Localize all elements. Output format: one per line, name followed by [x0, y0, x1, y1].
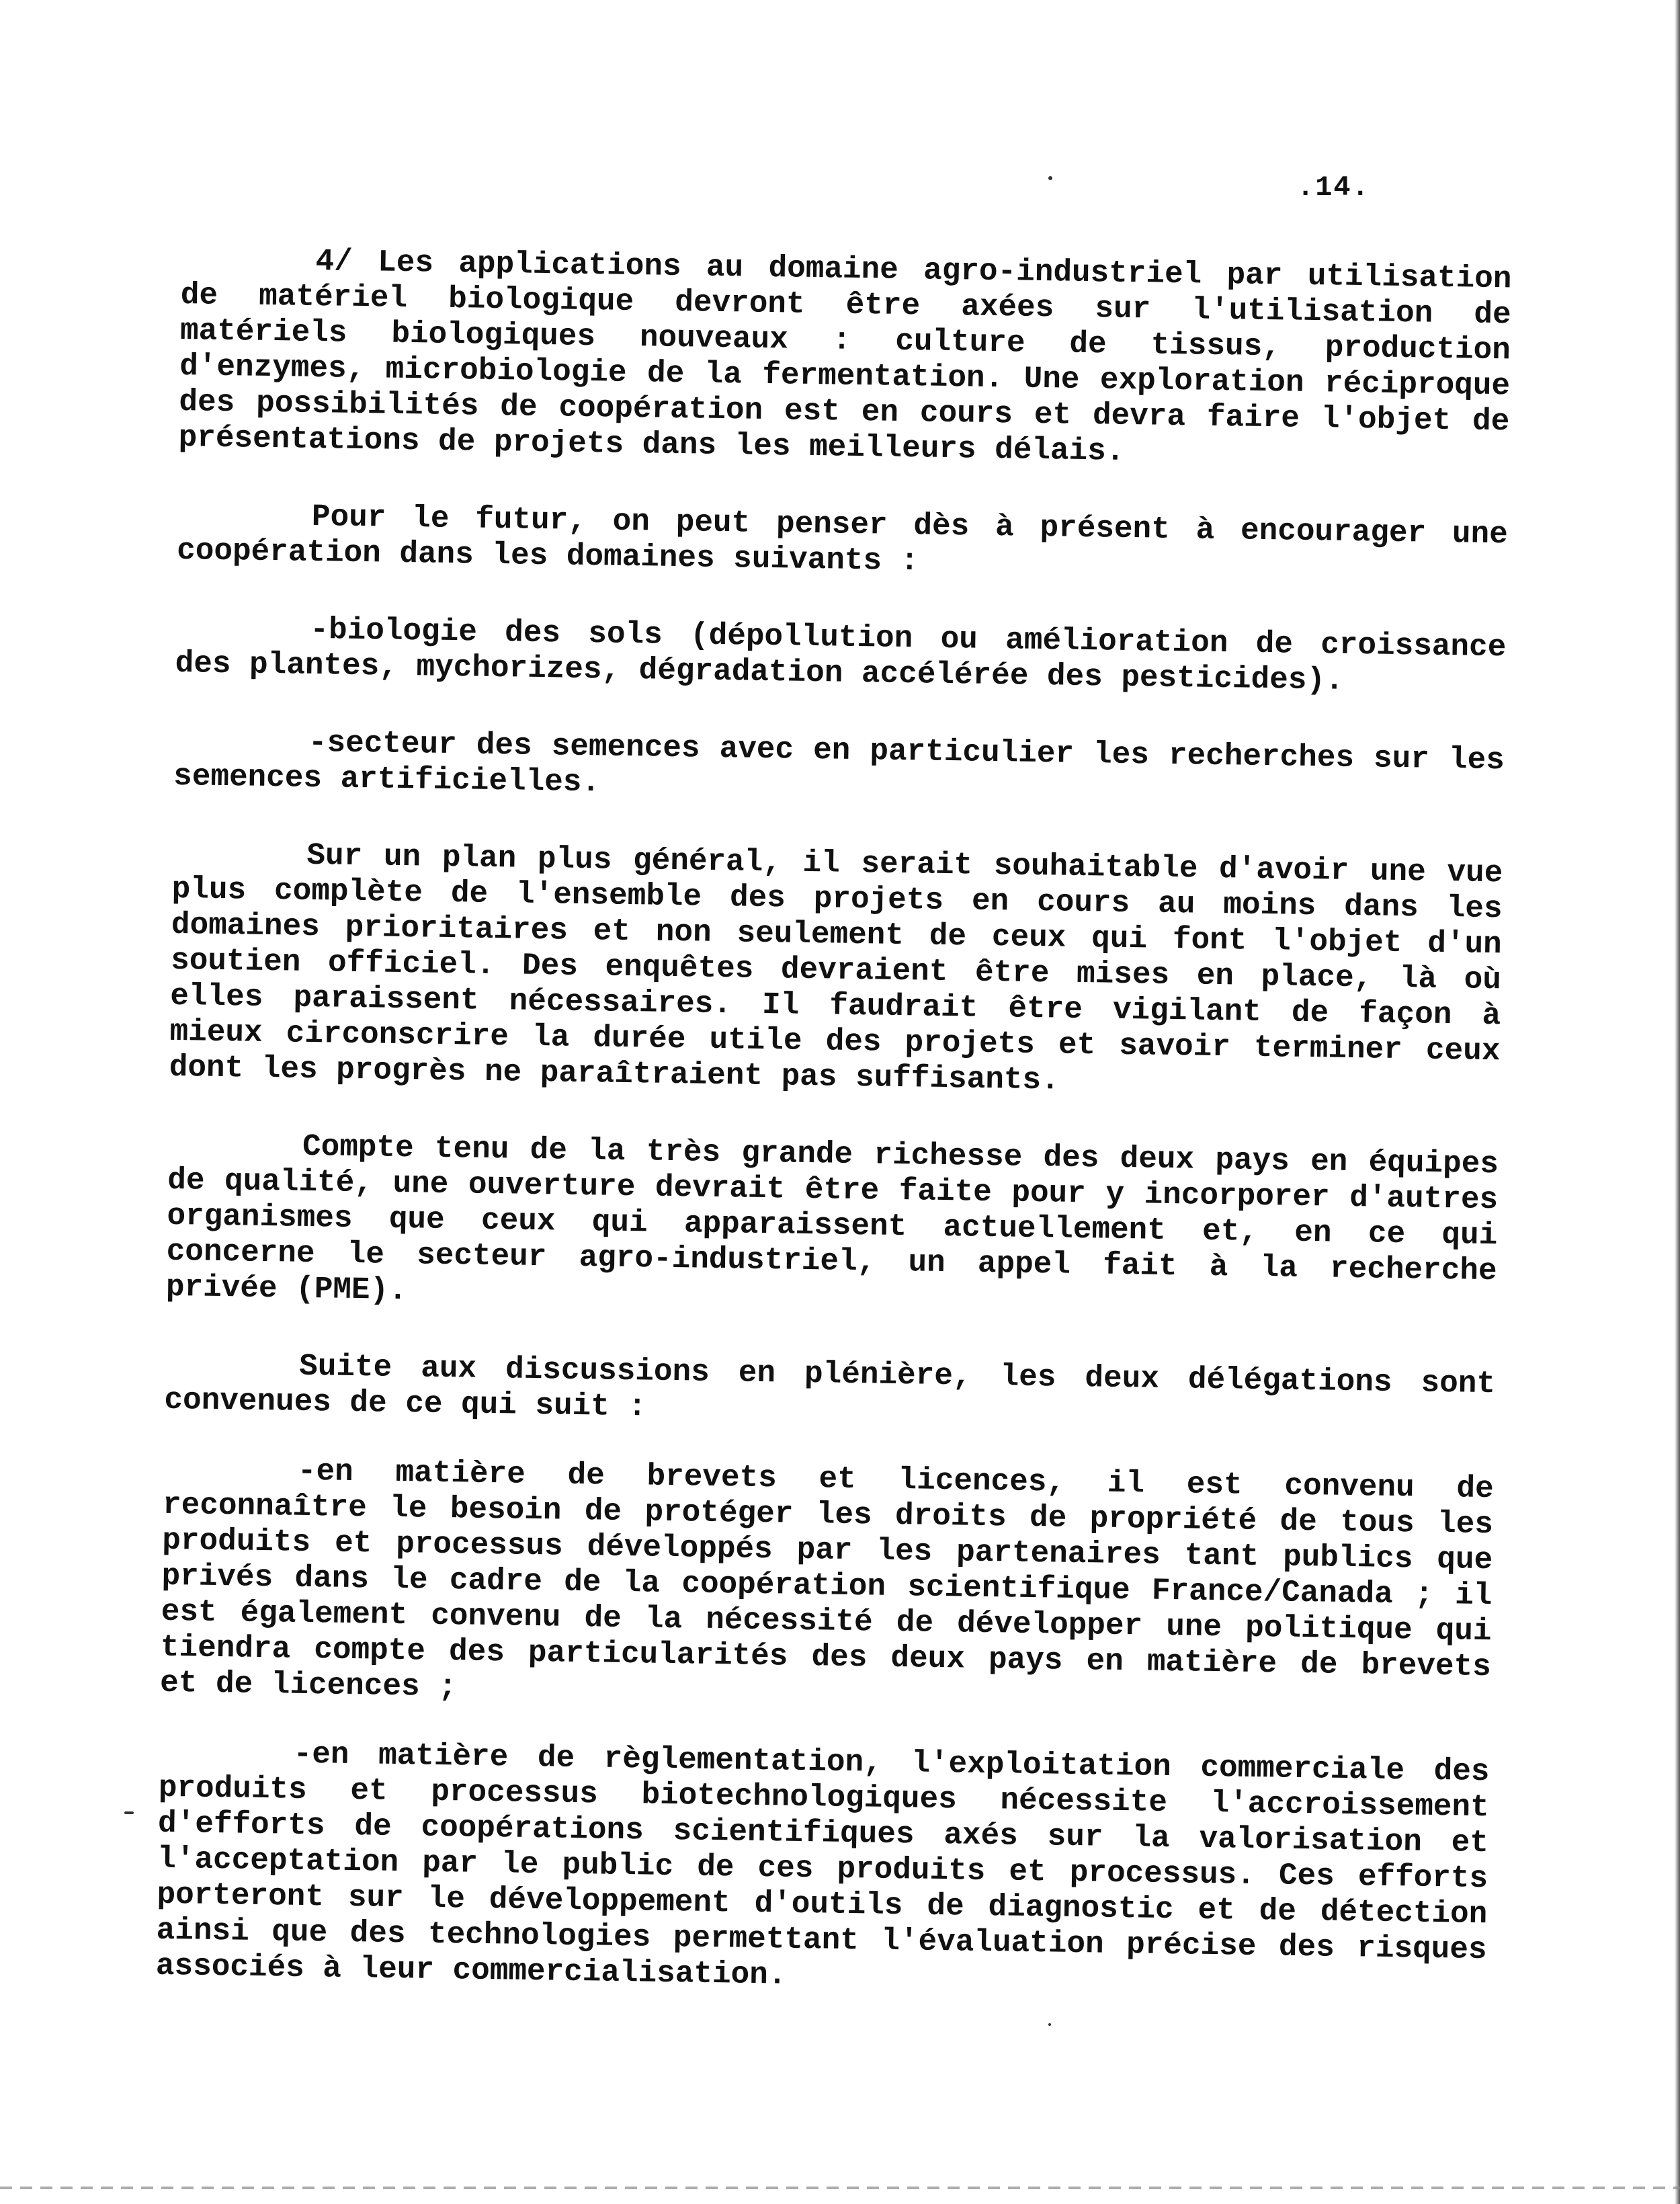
paragraph-team-richness: Compte tenu de la très grande richesse des deux pays en équipes de qualité, une ouverture devrait être faite pour y incorporer d'autres organismes que ceux qui apparaissent actuellement et, en ce qui concerne le secteur agro-industriel, un appel fait à la recherche privée (PME). — [165, 1129, 1499, 1309]
paragraph-general-plan: Sur un plan plus général, il serait souhaitable d'avoir une vue plus complète de l'ensemble des projets en cours au moins dans les domaines prioritaires et non seulement de ceux qui font l'objet d'un soutien officiel. Des enquêtes devraient être mises en place, là où elles paraissent nécessaires. Il faudrait être vigilant de façon à mieux circonscrire la durée utile des projets et savoir terminer ceux dont les progrès ne paraîtraient pas suffisants. — [169, 838, 1503, 1098]
paragraph-seed-sector: -secteur des semences avec en particulier les recherches sur les semences artificielles. — [173, 725, 1505, 801]
paragraph-future-cooperation: Pour le futur, on peut penser dès à présent à encourager une coopération dans les domaines suivants : — [176, 499, 1509, 579]
paragraph-plenary-discussions: Suite aux discussions en plénière, les deux délégations sont convenues de ce qui suit : — [164, 1348, 1496, 1425]
body-text — [155, 242, 1512, 2045]
paragraph-agro-industrial: 4/ Les applications au domaine agro-industriel par utilisation de matériel biologique devront être axées sur l'utilisation de matériels biologiques nouveaux : culture de tissus, production d'enzymes, microbiologie de la fermentation. Une exploration réciproque des possibilités de coopération est en cours et devra faire l'objet de présentations de projets dans les meilleurs délais. — [178, 243, 1512, 469]
paragraph-soil-biology: -biologie des sols (dépollution ou amélioration de croissance des plantes, mychorizes, dégradation accélérée des pesticides). — [175, 612, 1507, 698]
paragraph-patents-licences: -en matière de brevets et licences, il est convenu de reconnaître le besoin de protéger les droits de propriété de tous les produits et processus développés par les partenaires tant publics que privés dans le cadre de la coopération scientifique France/Canada ; il est également convenu de la nécessité de développer une politique qui tiendra compte des particularités des deux pays en matière de brevets et de licences ; — [159, 1453, 1495, 1705]
scan-right-edge — [1675, 0, 1680, 2204]
scan-speck — [1048, 176, 1052, 180]
page-number: .14. — [1297, 171, 1370, 204]
paragraph-regulation: -en matière de règlementation, l'exploitation commerciale des produits et processus biotechnologiques nécessite l'accroissement d'efforts de coopérations scientifiques axés sur la valorisation et l'acceptation par le public de ces produits et processus. Ces efforts porteront sur le développement d'outils de diagnostic et de détection ainsi que des technologies permettant l'évaluation précise des risques associés à leur commercialisation. — [155, 1736, 1490, 1993]
scan-bottom-edge — [0, 2187, 1680, 2189]
scan-speck — [1048, 2023, 1051, 2026]
scan-speck — [124, 1811, 134, 1814]
